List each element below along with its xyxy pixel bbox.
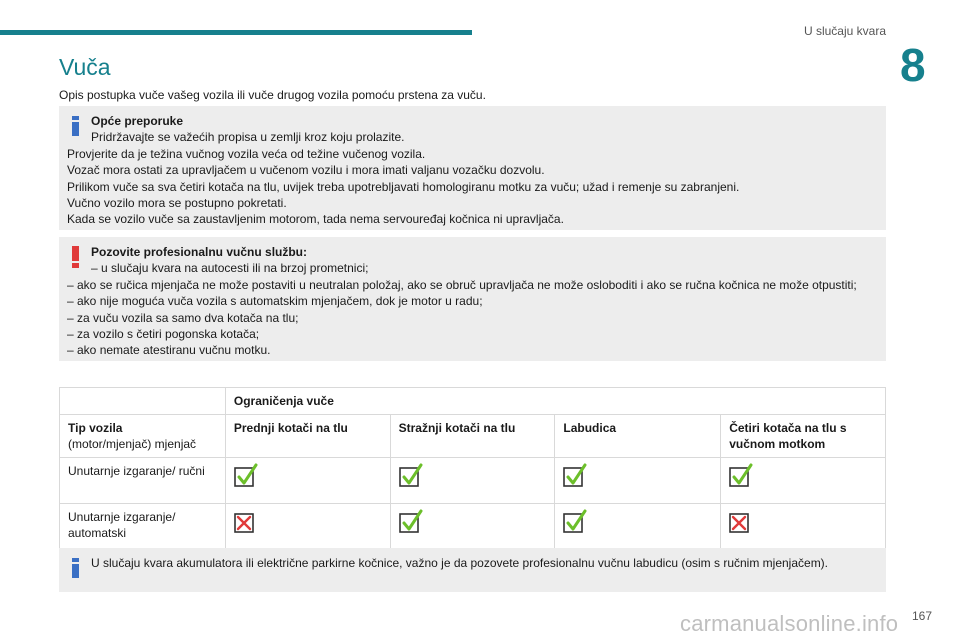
- general-line: Prilikom vuče sa sva četiri kotača na tlu, uvijek treba upotrebljavati homologiranu motku za vuču; užad i remenje su zabranjeni.: [67, 179, 740, 194]
- status-cell: [555, 504, 721, 550]
- battery-note-box: [59, 548, 886, 592]
- intro-text: Opis postupka vuče vašeg vozila ili vuče drugog vozila pomoću prstena za vuču.: [59, 88, 486, 102]
- status-cell: [390, 504, 555, 550]
- check-icon: [399, 463, 425, 489]
- warning-line: – ako se ručica mjenjača ne može postaviti u neutralan položaj, ako se obruč upravljača ne može osloboditi i ako se ručna kočnica ne može otpustiti;: [67, 277, 857, 292]
- table-row: [60, 458, 886, 504]
- row-label: Unutarnje izgaranje/ automatski: [60, 504, 226, 550]
- vehicle-type-header: Tip vozila (motor/mjenjač) mjenjač: [60, 415, 226, 458]
- cross-icon: [234, 509, 260, 535]
- info-icon: [72, 116, 79, 136]
- table-row: [60, 504, 886, 550]
- warning-line: – ako nemate atestiranu vučnu motku.: [67, 343, 271, 358]
- table-empty-cell: [60, 388, 226, 415]
- general-line: Vozač mora ostati za upravljačem u vučenom vozilu i mora imati valjanu vozačku dozvolu.: [67, 163, 545, 178]
- column-header: Stražnji kotači na tlu: [390, 415, 555, 458]
- status-cell: [390, 458, 555, 504]
- info-icon: [72, 558, 79, 578]
- general-recommendations-box: [59, 106, 886, 230]
- table-header-row: [60, 415, 886, 458]
- check-icon: [729, 463, 755, 489]
- warning-box: [59, 237, 886, 361]
- cross-icon: [729, 509, 755, 535]
- column-header: Četiri kotača na tlu s vučnom motkom: [721, 415, 886, 458]
- warning-line: – ako nije moguća vuča vozila s automatskim mjenjačem, dok je motor u radu;: [67, 294, 483, 309]
- general-heading: Opće preporuke: [91, 114, 184, 128]
- column-header: Labudica: [555, 415, 721, 458]
- status-cell: [225, 504, 390, 550]
- row-label: Unutarnje izgaranje/ ručni: [60, 458, 226, 504]
- check-icon: [234, 463, 260, 489]
- chapter-number: 8: [900, 39, 926, 91]
- warning-heading: Pozovite profesionalnu vučnu službu:: [91, 245, 308, 259]
- warning-icon: [72, 246, 79, 268]
- general-line: Pridržavajte se važećih propisa u zemlji kroz koju prolazite.: [91, 130, 405, 145]
- battery-note-text: U slučaju kvara akumulatora ili električne parkirne kočnice, važno je da pozovete profesionalnu vučnu labudicu (osim s ručnim mjenjačem).: [91, 556, 829, 570]
- check-icon: [563, 509, 589, 535]
- watermark: carmanualsonline.info: [680, 611, 899, 636]
- warning-line: – za vuču vozila sa samo dva kotača na tlu;: [67, 310, 299, 325]
- header-accent-bar: [0, 30, 472, 35]
- general-line: Kada se vozilo vuče sa zaustavljenim motorom, tada nema servouređaj kočnica ni upravljača.: [67, 212, 564, 227]
- general-line: Provjerite da je težina vučnog vozila veća od težine vučenog vozila.: [67, 146, 426, 161]
- warning-line: – u slučaju kvara na autocesti ili na brzoj prometnici;: [91, 261, 369, 276]
- page-title: Vuča: [59, 54, 111, 80]
- page-number: 167: [911, 609, 932, 623]
- check-icon: [563, 463, 589, 489]
- status-cell: [555, 458, 721, 504]
- check-icon: [399, 509, 425, 535]
- column-header: Prednji kotači na tlu: [225, 415, 390, 458]
- status-cell: [225, 458, 390, 504]
- towing-limitations-table: [59, 387, 886, 550]
- status-cell: [721, 458, 886, 504]
- warning-line: – za vozilo s četiri pogonska kotača;: [67, 327, 260, 342]
- status-cell: [721, 504, 886, 550]
- table-group-header: Ograničenja vuče: [225, 388, 885, 415]
- section-title: U slučaju kvara: [803, 24, 886, 38]
- general-line: Vučno vozilo mora se postupno pokretati.: [67, 196, 287, 211]
- table-group-header-row: [60, 388, 886, 415]
